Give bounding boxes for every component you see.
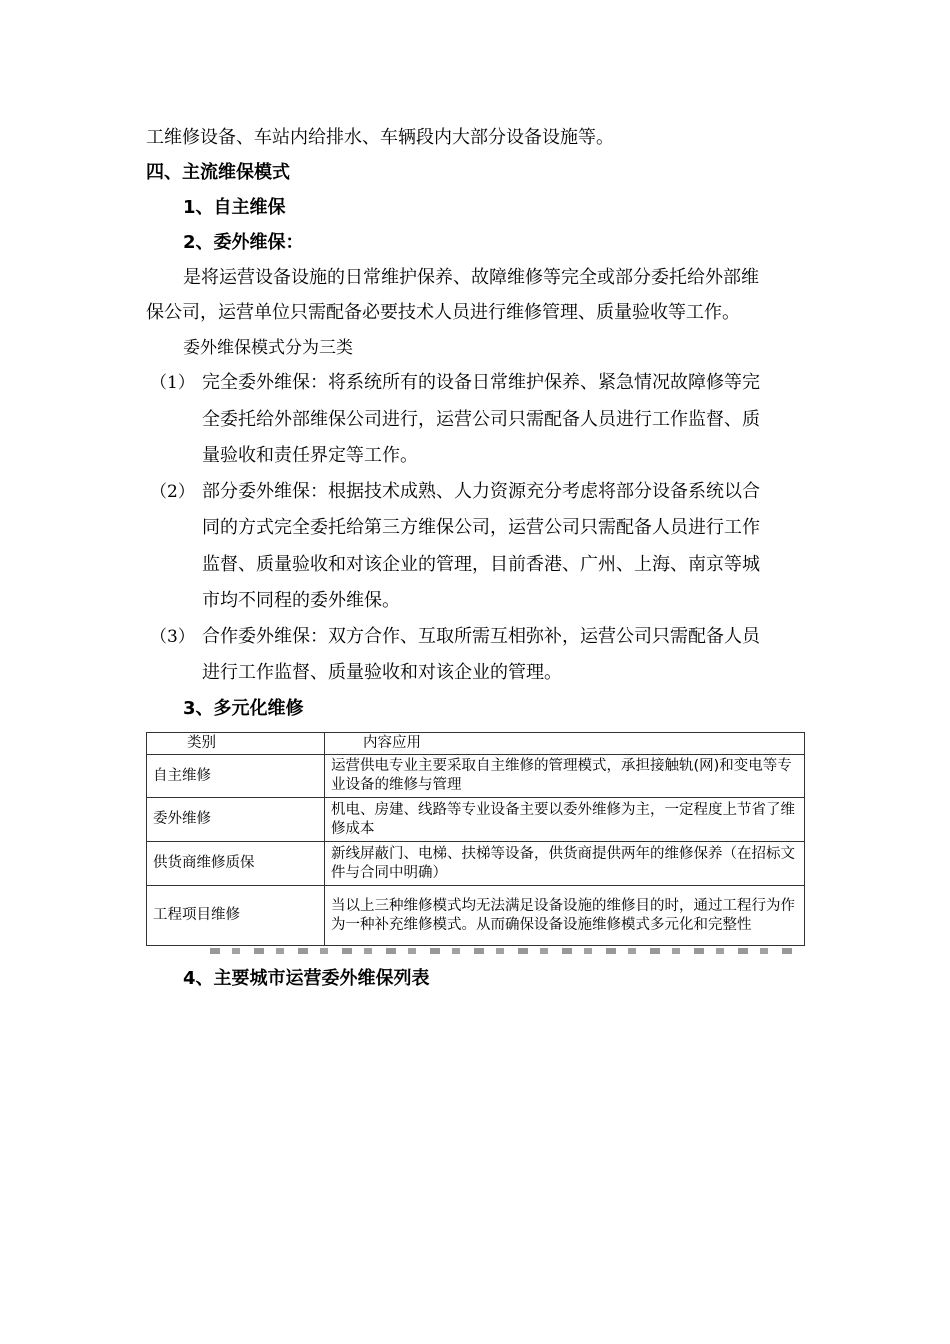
- table-cell-category: 供货商维修质保: [147, 842, 325, 886]
- table-cell-content: 运营供电专业主要采取自主维修的管理模式，承担接触轨(网)和变电等专业设备的维修与管理: [325, 755, 805, 798]
- subheading-self-maintenance: 1、自主维保: [183, 197, 286, 218]
- body-text-line: 委外维保模式分为三类: [183, 338, 353, 358]
- list-item-text: 市均不同程的委外维保。: [202, 590, 400, 611]
- clipped-text-artifact: [210, 948, 805, 954]
- subheading-outsourced-maintenance: 2、委外维保：: [183, 232, 304, 253]
- list-item-text: 同的方式完全委托给第三方维保公司，运营公司只需配备人员进行工作: [202, 517, 760, 538]
- body-text-line: 保公司，运营单位只需配备必要技术人员进行维修管理、质量验收等工作。: [146, 302, 740, 323]
- list-number: （1）: [150, 373, 195, 393]
- table-cell-content: 新线屏蔽门、电梯、扶梯等设备，供货商提供两年的维修保养（在招标文件与合同中明确）: [325, 842, 805, 886]
- table-row: [147, 842, 805, 886]
- table-header-content: 内容应用: [325, 733, 805, 755]
- table-header-row: [147, 733, 805, 755]
- list-number: （3）: [150, 627, 195, 647]
- list-item-text: 量验收和责任界定等工作。: [202, 445, 418, 466]
- table-cell-category: 自主维修: [147, 755, 325, 798]
- section-heading-4: 四、主流维保模式: [146, 162, 290, 183]
- table-row: [147, 798, 805, 842]
- list-item-text: 合作委外维保：双方合作、互取所需互相弥补，运营公司只需配备人员: [202, 626, 760, 647]
- table-header-category: 类别: [147, 733, 325, 755]
- list-item-text: 完全委外维保：将系统所有的设备日常维护保养、紧急情况故障修等完: [202, 372, 760, 393]
- body-text-line: 是将运营设备设施的日常维护保养、故障维修等完全或部分委托给外部维: [183, 267, 759, 288]
- table-cell-category: 委外维修: [147, 798, 325, 842]
- list-item-text: 监督、质量验收和对该企业的管理，目前香港、广州、上海、南京等城: [202, 554, 760, 575]
- list-number: （2）: [150, 482, 195, 502]
- list-item-text: 部分委外维保：根据技术成熟、人力资源充分考虑将部分设备系统以合: [202, 481, 760, 502]
- table-cell-category: 工程项目维修: [147, 886, 325, 946]
- table-cell-content: 机电、房建、线路等专业设备主要以委外维修为主，一定程度上节省了维修成本: [325, 798, 805, 842]
- table-row: [147, 755, 805, 798]
- table-cell-content: 当以上三种维修模式均无法满足设备设施的维修目的时，通过工程行为作为一种补充维修模式。从而确保设备设施维修模式多元化和完整性: [325, 886, 805, 946]
- list-item-text: 全委托给外部维保公司进行，运营公司只需配备人员进行工作监督、质: [202, 409, 760, 430]
- list-item-text: 进行工作监督、质量验收和对该企业的管理。: [202, 662, 562, 683]
- subheading-city-outsourcing-list: 4、主要城市运营委外维保列表: [183, 968, 430, 989]
- body-text-line: 工维修设备、车站内给排水、车辆段内大部分设备设施等。: [146, 127, 614, 148]
- table-row: [147, 886, 805, 946]
- maintenance-category-table: [146, 732, 805, 946]
- subheading-diversified-maintenance: 3、多元化维修: [183, 698, 304, 719]
